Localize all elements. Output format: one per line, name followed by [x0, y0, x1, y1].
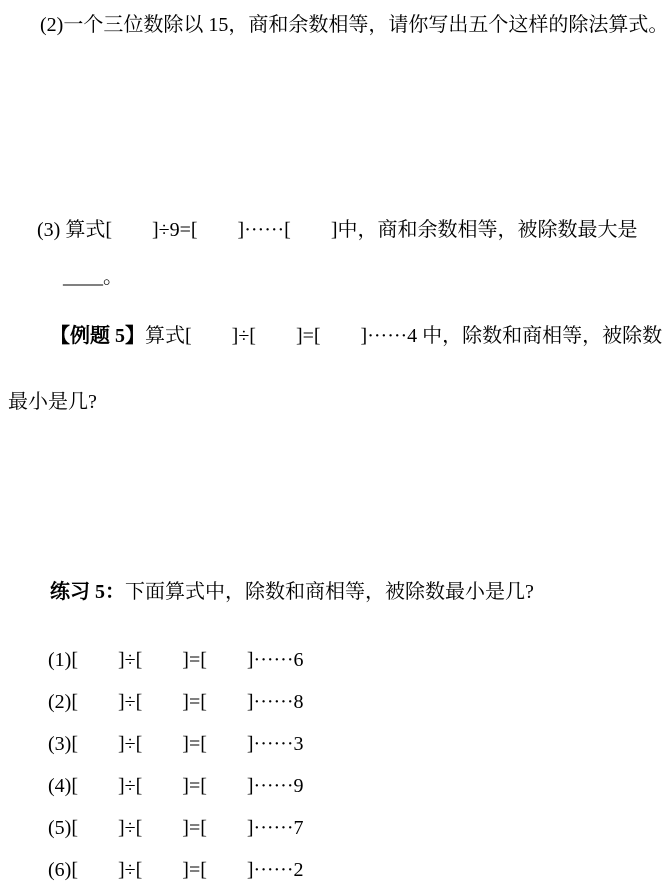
- example-5-label: 【例题 5】: [50, 325, 145, 347]
- practice-item-4: (4)[ ]÷[ ]=[ ]······9: [48, 775, 304, 797]
- example-5-line-2: 最小是几?: [8, 391, 97, 413]
- question-3-answer-blank: ____。: [63, 266, 123, 288]
- question-3-line-1: (3) 算式[ ]÷9=[ ]······[ ]中，商和余数相等，被除数最大是: [37, 219, 638, 241]
- practice-item-1: (1)[ ]÷[ ]=[ ]······6: [48, 649, 304, 671]
- practice-item-2: (2)[ ]÷[ ]=[ ]······8: [48, 691, 304, 713]
- question-2-text: (2)一个三位数除以 15，商和余数相等，请你写出五个这样的除法算式。: [40, 14, 669, 36]
- practice-item-6: (6)[ ]÷[ ]=[ ]······2: [48, 859, 304, 881]
- practice-item-5: (5)[ ]÷[ ]=[ ]······7: [48, 817, 304, 839]
- practice-5-label: 练习 5：: [50, 581, 125, 603]
- practice-item-3: (3)[ ]÷[ ]=[ ]······3: [48, 733, 304, 755]
- example-5-heading-line: [30, 300, 672, 372]
- practice-5-text: 下面算式中，除数和商相等，被除数最小是几?: [125, 581, 534, 603]
- example-5-text: 算式[ ]÷[ ]=[ ]······4 中，除数和商相等，被除数: [145, 325, 663, 347]
- practice-5-heading-line: [30, 556, 672, 628]
